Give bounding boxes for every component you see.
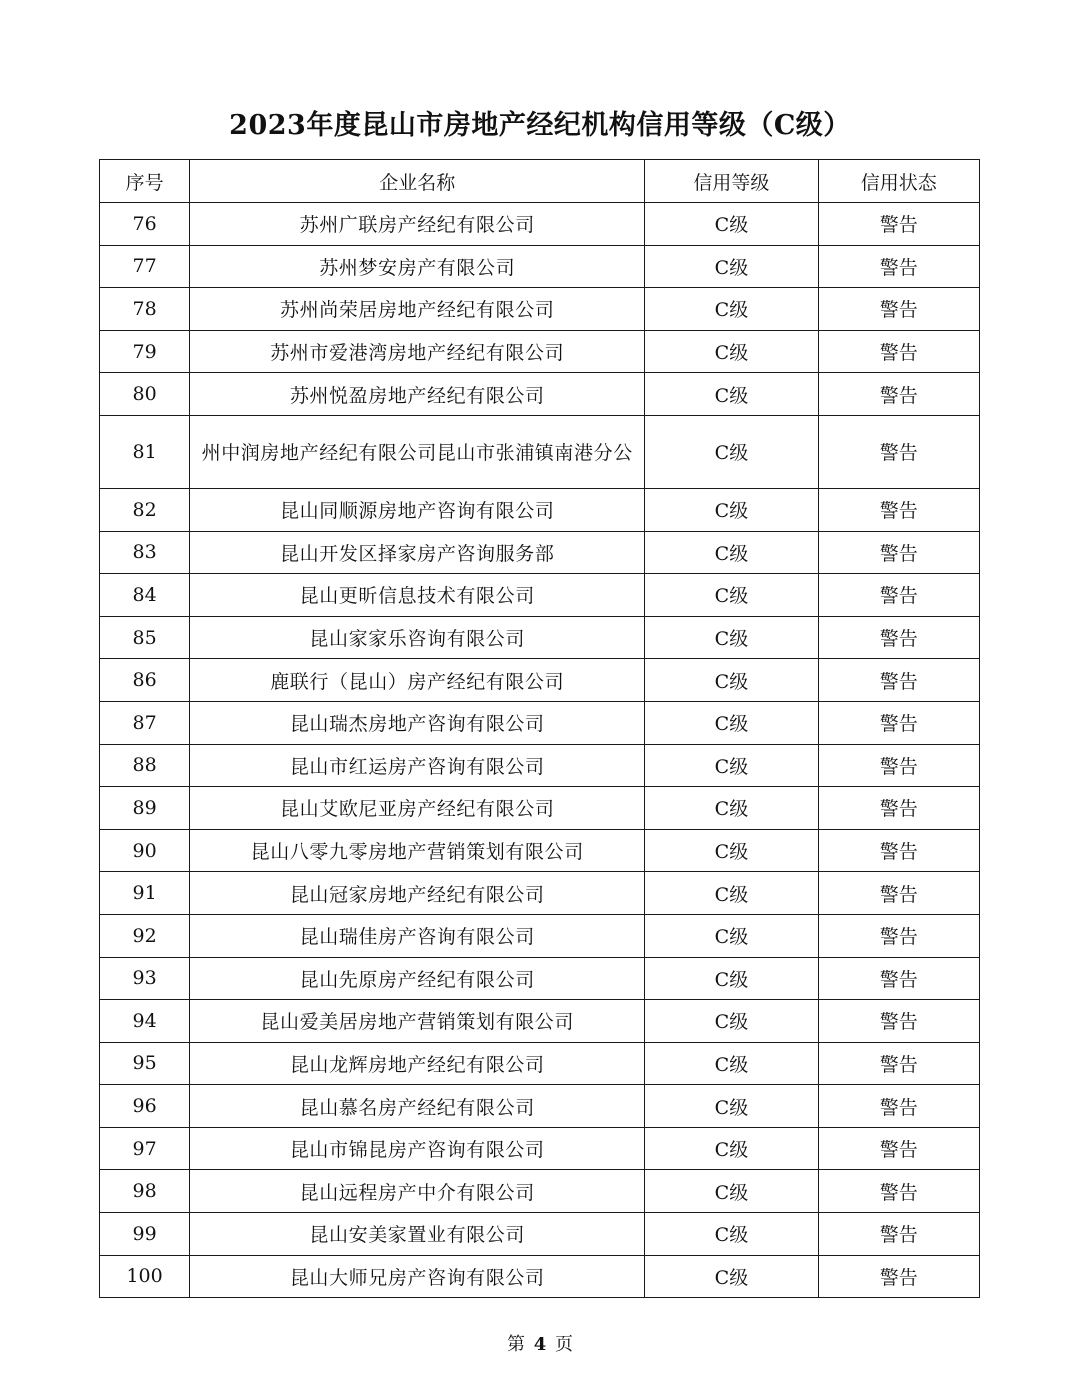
cell-serial-number: 93 [100, 957, 190, 1000]
cell-credit-grade: C级 [645, 872, 818, 915]
cell-serial-number: 92 [100, 914, 190, 957]
cell-credit-status: 警告 [818, 1213, 979, 1256]
cell-company-name: 昆山瑞杰房地产咨询有限公司 [190, 701, 645, 744]
cell-company-name: 昆山大师兄房产咨询有限公司 [190, 1255, 645, 1298]
cell-company-name: 苏州梦安房产有限公司 [190, 245, 645, 288]
cell-credit-grade: C级 [645, 1085, 818, 1128]
cell-credit-status: 警告 [818, 488, 979, 531]
table-row [100, 488, 980, 531]
cell-serial-number: 97 [100, 1127, 190, 1170]
table-row [100, 245, 980, 288]
cell-serial-number: 85 [100, 616, 190, 659]
cell-credit-grade: C级 [645, 744, 818, 787]
cell-credit-status: 警告 [818, 957, 979, 1000]
cell-credit-status: 警告 [818, 701, 979, 744]
cell-credit-status: 警告 [818, 829, 979, 872]
cell-credit-grade: C级 [645, 616, 818, 659]
cell-serial-number: 94 [100, 1000, 190, 1043]
cell-credit-grade: C级 [645, 488, 818, 531]
header-serial-number: 序号 [100, 160, 190, 203]
cell-credit-status: 警告 [818, 373, 979, 416]
table-row [100, 531, 980, 574]
table-body [100, 203, 980, 1298]
cell-credit-grade: C级 [645, 1255, 818, 1298]
table-row [100, 330, 980, 373]
table-row [100, 1213, 980, 1256]
cell-serial-number: 78 [100, 288, 190, 331]
cell-credit-grade: C级 [645, 659, 818, 702]
cell-company-name: 昆山安美家置业有限公司 [190, 1213, 645, 1256]
table-row [100, 574, 980, 617]
table-row [100, 701, 980, 744]
table-row [100, 914, 980, 957]
header-company-name: 企业名称 [190, 160, 645, 203]
cell-credit-grade: C级 [645, 330, 818, 373]
cell-company-name [190, 415, 645, 488]
cell-credit-status: 警告 [818, 1255, 979, 1298]
cell-serial-number: 99 [100, 1213, 190, 1256]
cell-credit-grade: C级 [645, 1170, 818, 1213]
cell-credit-grade: C级 [645, 1213, 818, 1256]
table-row [100, 744, 980, 787]
cell-company-name: 昆山艾欧尼亚房产经纪有限公司 [190, 787, 645, 830]
cell-credit-grade: C级 [645, 531, 818, 574]
cell-credit-grade: C级 [645, 288, 818, 331]
cell-credit-grade: C级 [645, 914, 818, 957]
credit-grade-table [99, 159, 980, 1298]
cell-serial-number: 96 [100, 1085, 190, 1128]
cell-credit-status: 警告 [818, 1127, 979, 1170]
cell-serial-number: 90 [100, 829, 190, 872]
page-footer-prefix: 第 [507, 1334, 525, 1355]
cell-company-name: 鹿联行（昆山）房产经纪有限公司 [190, 659, 645, 702]
table-row [100, 616, 980, 659]
cell-company-name: 昆山市红运房产咨询有限公司 [190, 744, 645, 787]
cell-credit-status: 警告 [818, 330, 979, 373]
cell-serial-number: 84 [100, 574, 190, 617]
table-row [100, 659, 980, 702]
table-row [100, 1127, 980, 1170]
cell-credit-grade: C级 [645, 1127, 818, 1170]
cell-company-name: 苏州尚荣居房地产经纪有限公司 [190, 288, 645, 331]
cell-company-name: 昆山八零九零房地产营销策划有限公司 [190, 829, 645, 872]
cell-credit-status: 警告 [818, 872, 979, 915]
cell-serial-number: 77 [100, 245, 190, 288]
cell-serial-number: 76 [100, 203, 190, 246]
cell-credit-status: 警告 [818, 245, 979, 288]
cell-credit-grade: C级 [645, 245, 818, 288]
table-row [100, 787, 980, 830]
company-name-text: 州中润房地产经纪有限公司昆山市张浦镇南港分公 [201, 442, 633, 465]
cell-credit-grade: C级 [645, 373, 818, 416]
cell-serial-number: 95 [100, 1042, 190, 1085]
cell-serial-number: 88 [100, 744, 190, 787]
cell-company-name: 昆山市锦昆房产咨询有限公司 [190, 1127, 645, 1170]
page-footer-suffix: 页 [555, 1334, 573, 1355]
cell-company-name: 昆山爱美居房地产营销策划有限公司 [190, 1000, 645, 1043]
cell-company-name: 苏州悦盈房地产经纪有限公司 [190, 373, 645, 416]
cell-credit-status: 警告 [818, 787, 979, 830]
cell-credit-status: 警告 [818, 1042, 979, 1085]
cell-serial-number: 87 [100, 701, 190, 744]
cell-company-name: 昆山更昕信息技术有限公司 [190, 574, 645, 617]
cell-company-name: 苏州广联房产经纪有限公司 [190, 203, 645, 246]
cell-company-name: 昆山龙辉房地产经纪有限公司 [190, 1042, 645, 1085]
cell-company-name: 昆山冠家房地产经纪有限公司 [190, 872, 645, 915]
cell-credit-grade: C级 [645, 574, 818, 617]
cell-credit-grade: C级 [645, 787, 818, 830]
cell-credit-status: 警告 [818, 1085, 979, 1128]
cell-serial-number: 83 [100, 531, 190, 574]
page-title: 2023年度昆山市房地产经纪机构信用等级（C级） [229, 110, 851, 141]
cell-serial-number: 91 [100, 872, 190, 915]
cell-credit-status: 警告 [818, 574, 979, 617]
cell-credit-status: 警告 [818, 531, 979, 574]
header-credit-status: 信用状态 [818, 160, 979, 203]
cell-company-name: 苏州市爱港湾房地产经纪有限公司 [190, 330, 645, 373]
table-row [100, 1085, 980, 1128]
cell-company-name: 昆山同顺源房地产咨询有限公司 [190, 488, 645, 531]
page-footer [0, 1333, 1080, 1357]
cell-credit-status: 警告 [818, 616, 979, 659]
table-row [100, 1042, 980, 1085]
table-row [100, 1000, 980, 1043]
cell-serial-number: 80 [100, 373, 190, 416]
table-header-row [100, 160, 980, 203]
cell-serial-number: 100 [100, 1255, 190, 1298]
table-row [100, 1255, 980, 1298]
table-row [100, 415, 980, 488]
cell-credit-grade: C级 [645, 701, 818, 744]
cell-credit-status: 警告 [818, 415, 979, 488]
cell-company-name: 昆山先原房产经纪有限公司 [190, 957, 645, 1000]
cell-serial-number: 98 [100, 1170, 190, 1213]
cell-company-name: 昆山开发区择家房产咨询服务部 [190, 531, 645, 574]
table-row [100, 872, 980, 915]
table-row [100, 373, 980, 416]
cell-credit-status: 警告 [818, 659, 979, 702]
cell-serial-number: 89 [100, 787, 190, 830]
table-row [100, 829, 980, 872]
cell-serial-number: 79 [100, 330, 190, 373]
cell-credit-status: 警告 [818, 203, 979, 246]
cell-credit-grade: C级 [645, 415, 818, 488]
cell-credit-status: 警告 [818, 288, 979, 331]
cell-company-name: 昆山瑞佳房产咨询有限公司 [190, 914, 645, 957]
cell-company-name: 昆山家家乐咨询有限公司 [190, 616, 645, 659]
cell-serial-number: 82 [100, 488, 190, 531]
cell-credit-grade: C级 [645, 829, 818, 872]
cell-credit-status: 警告 [818, 914, 979, 957]
cell-credit-grade: C级 [645, 1042, 818, 1085]
cell-credit-status: 警告 [818, 1170, 979, 1213]
cell-credit-grade: C级 [645, 1000, 818, 1043]
table-row [100, 288, 980, 331]
cell-credit-grade: C级 [645, 203, 818, 246]
table-row [100, 203, 980, 246]
cell-company-name: 昆山远程房产中介有限公司 [190, 1170, 645, 1213]
cell-serial-number: 86 [100, 659, 190, 702]
cell-company-name: 昆山慕名房产经纪有限公司 [190, 1085, 645, 1128]
cell-credit-grade: C级 [645, 957, 818, 1000]
table-row [100, 1170, 980, 1213]
page-number: 4 [533, 1334, 547, 1355]
cell-credit-status: 警告 [818, 1000, 979, 1043]
header-credit-grade: 信用等级 [645, 160, 818, 203]
table-row [100, 957, 980, 1000]
cell-serial-number: 81 [100, 415, 190, 488]
cell-credit-status: 警告 [818, 744, 979, 787]
